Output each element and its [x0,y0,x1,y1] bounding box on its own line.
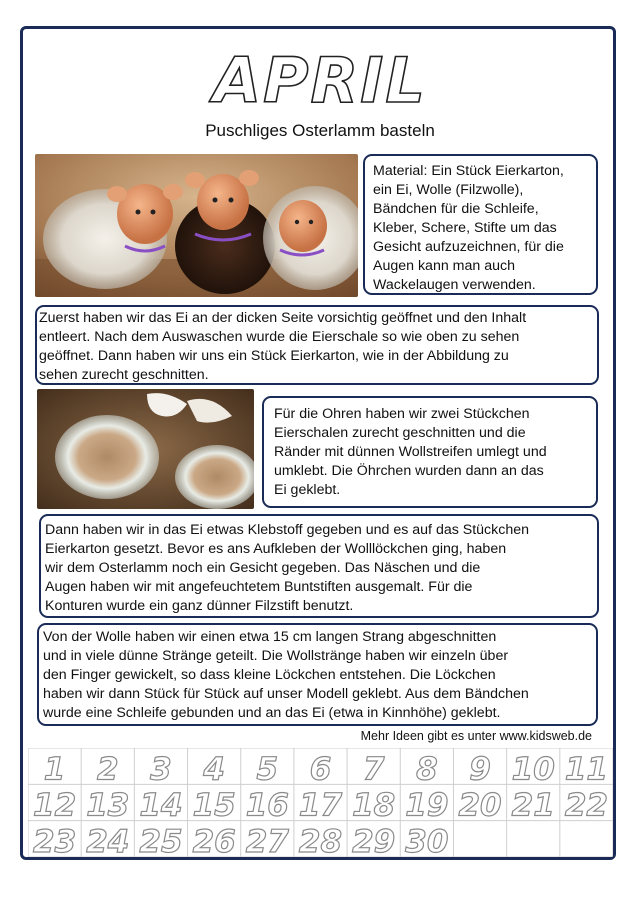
calendar-day: 14 [139,787,183,824]
calendar-day: 21 [511,787,555,824]
calendar-day: 11 [564,751,608,788]
step-1-text: Zuerst haben wir das Ei an der dicken Seite vorsichtig geöffnet und den Inhalt entleert. Nach dem Auswaschen wurde die Eierschale so wie oben zu sehen geöffnet. Dann haben wir uns ein Stück Eierkarton, wie in der Abbildung zu sehen zurecht geschnitten. [39,310,527,383]
photo-egg-ears [37,389,254,509]
calendar-day: 28 [298,824,343,857]
calendar-day: 3 [150,751,172,788]
step-2-box [262,396,598,508]
calendar-day: 26 [192,824,236,857]
calendar-day: 17 [298,787,343,824]
calendar-day: 25 [139,824,183,857]
material-box [363,154,598,295]
calendar-day: 9 [469,751,491,788]
material-text: Material: Ein Stück Eierkarton, ein Ei, Wolle (Filzwolle), Bändchen für die Schleife, Kleber, Schere, Stifte um das Gesicht aufzuzeichnen, für die Augen kann man auch Wackelaugen verwenden. [373,163,564,293]
calendar-day: 22 [564,787,608,824]
calendar-day: 8 [416,751,438,788]
month-title-text: APRIL [213,44,427,116]
calendar-day: 7 [362,751,385,788]
calendar-day: 27 [245,824,289,857]
calendar-day: 16 [245,787,289,824]
calendar-day: 29 [352,824,396,857]
calendar-day: 5 [256,751,279,788]
calendar-grid [28,748,613,857]
step-1-box [35,305,599,385]
calendar-day: 12 [33,787,77,824]
calendar-day: 19 [405,787,449,824]
step-3-text: Dann haben wir in das Ei etwas Klebstoff gegeben und es auf das Stückchen Eierkarton gesetzt. Bevor es ans Aufkleben der Wolllöckchen ging, haben wir dem Osterlamm noch ein Gesicht gegeben. Das Näschen und die Augen haben wir mit angefeuchtetem Buntstiften ausgemalt. Für die Konturen wurde ein ganz dünner Filzstift benutzt. [45,522,530,614]
calendar-day: 10 [511,751,555,788]
calendar-day: 18 [352,787,396,824]
credit-line: Mehr Ideen gibt es unter www.kidsweb.de [360,729,592,743]
calendar-day: 1 [43,751,66,788]
calendar-day: 13 [86,787,130,824]
step-3-box [39,514,599,618]
calendar-day: 30 [405,824,449,857]
calendar-day: 24 [86,824,130,857]
photo-easter-lambs [35,154,358,297]
calendar-day: 20 [458,787,502,824]
step-4-text: Von der Wolle haben wir einen etwa 15 cm langen Strang abgeschnitten und in viele dünne Stränge geteilt. Die Wollstränge haben wir einzeln über den Finger gewickelt, so dass kleine Löckchen entstehen. Die Löckchen haben wir dann Stück für Stück auf unser Modell geklebt. Aus dem Bändchen wurde eine Schleife gebunden und an das Ei (etwa in Kinnhöhe) geklebt. [43,629,529,721]
page-title: Puschliges Osterlamm basteln [205,121,435,140]
step-4-box [37,623,598,726]
calendar-day: 23 [33,824,77,857]
month-title [190,38,450,116]
calendar-day: 2 [96,751,119,788]
calendar-day: 4 [203,751,225,788]
step-2-text: Für die Ohren haben wir zwei Stückchen Eierschalen zurecht geschnitten und die Ränder mit dünnen Wollstreifen umlegt und umklebt. Die Öhrchen wurden dann an das Ei geklebt. [274,406,547,498]
calendar-day: 6 [309,751,332,788]
calendar-day: 15 [192,787,236,824]
